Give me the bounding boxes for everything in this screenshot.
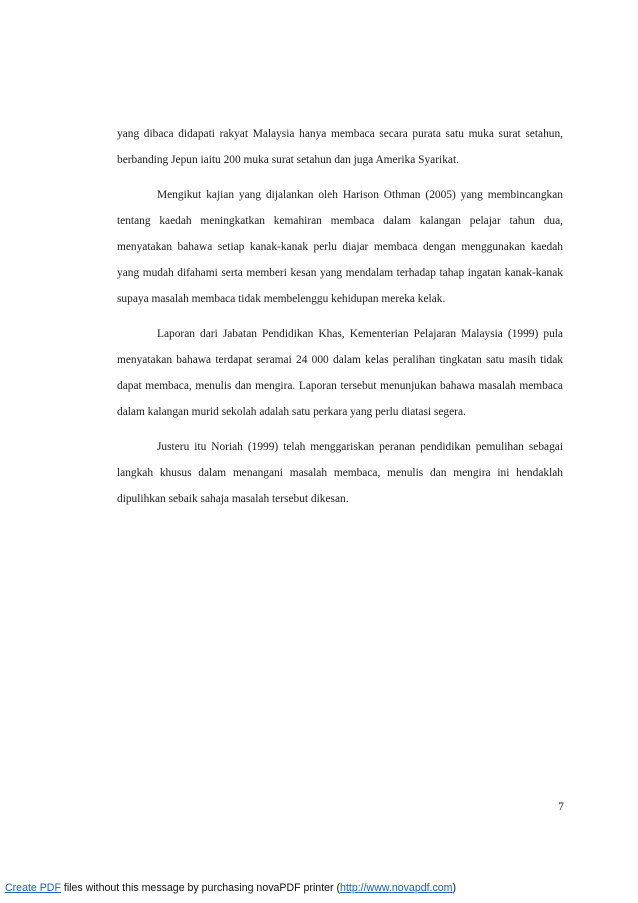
document-body bbox=[117, 121, 563, 521]
footer-text: files without this message by purchasing novaPDF printer ( bbox=[60, 882, 341, 894]
novapdf-url-link[interactable]: http://www.novapdf.com bbox=[340, 882, 453, 894]
create-pdf-link[interactable]: Create PDF bbox=[5, 882, 61, 894]
footer-text-end: ) bbox=[452, 882, 457, 894]
novapdf-footer bbox=[5, 882, 456, 894]
paragraph-3: Laporan dari Jabatan Pendidikan Khas, Kementerian Pelajaran Malaysia (1999) pula menyatakan bahawa terdapat seramai 24 000 dalam kelas peralihan tingkatan satu masih tidak dapat membaca, menulis dan mengira. Laporan tersebut menunjukan bahawa masalah membaca dalam kalangan murid sekolah adalah satu perkara yang perlu diatasi segera. bbox=[117, 328, 563, 418]
paragraph-4: Justeru itu Noriah (1999) telah menggariskan peranan pendidikan pemulihan sebagai langkah khusus dalam menangani masalah membaca, menulis dan mengira ini hendaklah dipulihkan sebaik sahaja masalah tersebut dikesan. bbox=[117, 441, 563, 505]
paragraph-1: yang dibaca didapati rakyat Malaysia hanya membaca secara purata satu muka surat setahun, berbanding Jepun iaitu 200 muka surat setahun dan juga Amerika Syarikat. bbox=[117, 128, 563, 166]
page-number: 7 bbox=[558, 801, 564, 813]
paragraph-2: Mengikut kajian yang dijalankan oleh Harison Othman (2005) yang membincangkan tentang kaedah meningkatkan kemahiran membaca dalam kalangan pelajar tahun dua, menyatakan bahawa setiap kanak-kanak perlu diajar membaca dengan menggunakan kaedah yang mudah difahami serta memberi kesan yang mendalam terhadap tahap ingatan kanak-kanak supaya masalah membaca tidak membelenggu kehidupan mereka kelak. bbox=[117, 189, 563, 305]
